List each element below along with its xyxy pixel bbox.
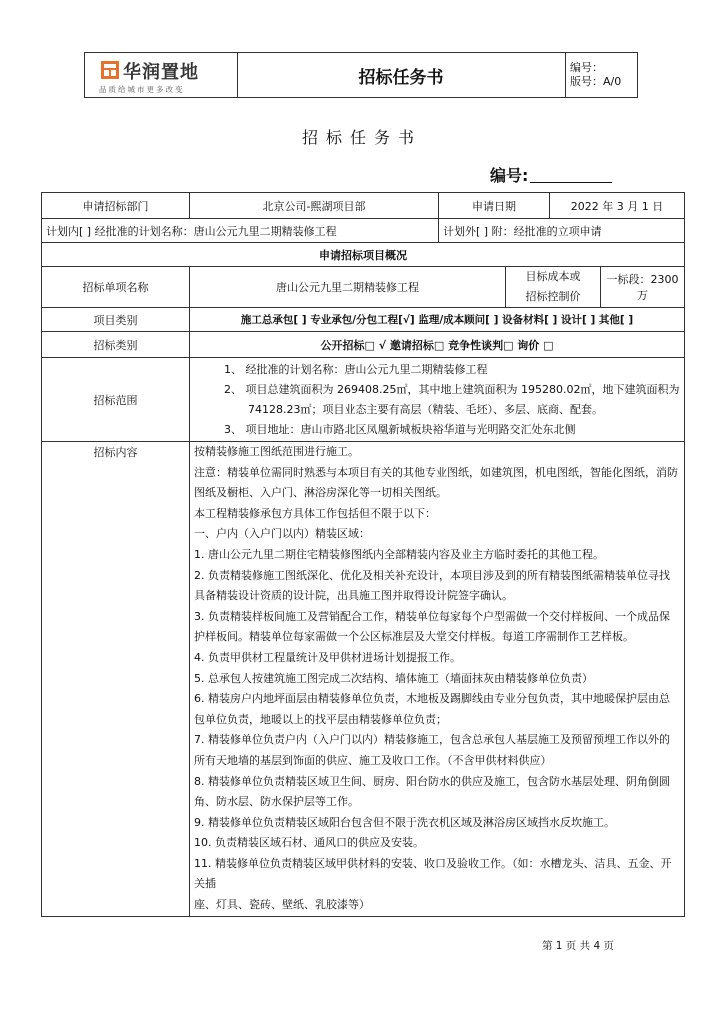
scope-line: 74128.23㎡；项目业态主要有高层（精装、毛坯）、多层、底商、配套。: [248, 402, 603, 416]
header-meta: [566, 53, 637, 97]
document-number-label: 编号:: [490, 166, 529, 185]
content-line: 图纸及橱柜、入户门、淋浴房深化等一切相关图纸。: [194, 486, 447, 500]
project-type-value: 施工总承包[ ] 专业承包/分包工程[√] 监理/成本顾问[ ] 设备材料[ ] 设计[ ] 其他[ ]: [190, 308, 685, 332]
date-label: 申请日期: [439, 193, 550, 219]
document-header: [84, 52, 638, 98]
content-line: 11. 精装修单位负责精装区域甲供材料的安装、收口及验收工作。（如：水槽龙头、洁具、五金、开关插: [194, 856, 672, 891]
overview-header: 申请招标项目概况: [42, 243, 685, 267]
target-cost-label-line1: 目标成本或: [525, 270, 581, 283]
target-cost-label-line2: 招标控制价: [525, 290, 581, 303]
company-logo-icon: [101, 61, 119, 79]
plan-out-cell: 计划外[ ] 附：经批准的立项申请: [439, 219, 685, 243]
document-number-blank: [530, 182, 612, 183]
scope-line: 1、 经批准的计划名称：唐山公元九里二期精装修工程: [224, 362, 488, 376]
content-line: 9. 精装修单位负责精装区域阳台包含但不限于洗衣机区域及淋浴房区域挡水反坎施工。: [194, 815, 615, 829]
content-line: 3. 负责精装样板间施工及营销配合工作，精装单位每家每个户型需做一个交付样板间、一个成品保: [194, 609, 670, 623]
project-type-label: 项目类别: [42, 308, 190, 332]
content-line: 按精装修施工图纸范围进行施工。: [194, 445, 359, 458]
content-line: 包单位负责，地暖以上的找平层由精装修单位负责；: [194, 712, 447, 726]
header-number-label: 编号：: [570, 61, 603, 74]
item-name-value: 唐山公元九里二期精装修工程: [190, 267, 506, 308]
content-line: 8. 精装修单位负责精装区域卫生间、厨房、阳台防水的供应及施工，包含防水基层处理、阴角倒圆: [194, 774, 670, 788]
item-name-label: 招标单项名称: [42, 267, 190, 308]
scope-label: 招标范围: [42, 358, 190, 442]
header-title: 招标任务书: [237, 53, 566, 97]
company-slogan: 品质给城市更多改变: [99, 85, 185, 94]
content-line: 所有天地墙的基层到饰面的供应、施工及收口工作。（不含甲供材料供应）: [194, 753, 552, 767]
content-line: 一、户内（入户门以内）精装区域：: [194, 527, 370, 541]
content-line: 2. 负责精装修施工图纸深化、优化及相关补充设计，本项目涉及到的所有精装图纸需精装单位寻找: [194, 568, 670, 582]
content-line: 座、灯具、瓷砖、壁纸、乳胶漆等）: [194, 898, 370, 912]
header-version-label: 版号：A/0: [570, 75, 622, 88]
content-line: 角、防水层、防水保护层等工作。: [194, 795, 359, 809]
target-cost-label: [506, 267, 601, 308]
date-value: 2022 年 3 月 1 日: [550, 193, 685, 219]
company-name: 华润置地: [123, 62, 199, 83]
document-title: 招标任务书: [301, 128, 422, 147]
scope-line: 2、 项目总建筑面积为 269408.25㎡，其中地上建筑面积为 195280.02㎡，地下建筑面积为: [224, 382, 680, 396]
page-footer: 第 1 页 共 4 页: [541, 940, 614, 952]
content-line: 注意：精装单位需同时熟悉与本项目有关的其他专业图纸，如建筑图，机电图纸，智能化图纸，消防: [194, 465, 678, 479]
scope-content: [190, 358, 685, 442]
content-line: 5. 总承包人按建筑施工图完成二次结构、墙体施工（墙面抹灰由精装修单位负责）: [194, 671, 593, 685]
bid-type-label: 招标类别: [42, 332, 190, 358]
company-logo-cell: [85, 53, 238, 97]
plan-in-cell: 计划内[ ] 经批准的计划名称：唐山公元九里二期精装修工程: [42, 219, 439, 243]
content-line: 1. 唐山公元九里二期住宅精装修图纸内全部精装内容及业主方临时委托的其他工程。: [194, 547, 604, 561]
content-label: 招标内容: [42, 442, 190, 917]
content-line: 本工程精装修承包方具体工作包括但不限于以下：: [194, 506, 436, 520]
scope-line: 3、 项目地址：唐山市路北区凤凰新城板块裕华道与光明路交汇处东北侧: [224, 422, 576, 436]
content-line: 4. 负责甲供材工程量统计及甲供材进场计划提报工作。: [194, 650, 461, 664]
target-cost-value: 一标段：2300 万: [601, 267, 685, 308]
content-line: 护样板间。精装单位每家需做一个公区标准层及大堂交付样板。每道工序需制作工艺样板。: [194, 630, 634, 644]
content-line: 7. 精装修单位负责户内（入户门以内）精装修施工，包含总承包人基层施工及预留预埋工作以外的: [194, 733, 670, 747]
content-line: 10. 负责精装区域石材、通风口的供应及安装。: [194, 836, 424, 850]
content-body: [190, 442, 685, 917]
content-line: 6. 精装房户内地坪面层由精装修单位负责，木地板及踢脚线由专业分包负责，其中地暖保护层由总: [194, 692, 670, 706]
bid-type-value: 公开招标□ √ 邀请招标□ 竞争性谈判□ 询价 □: [190, 332, 685, 358]
bid-task-table: [41, 192, 685, 917]
dept-value: 北京公司-熙湖项目部: [190, 193, 439, 219]
content-line: 具备精装设计资质的设计院，出具施工图并取得设计院签字确认。: [194, 589, 513, 603]
dept-label: 申请招标部门: [42, 193, 190, 219]
